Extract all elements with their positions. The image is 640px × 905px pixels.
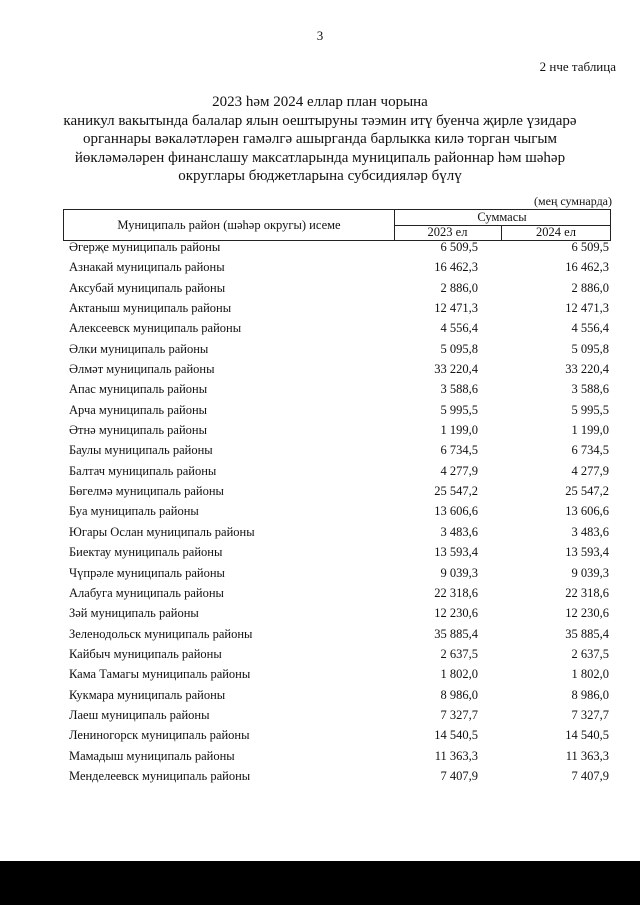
amount-2024-cell: 13 593,4 [565,545,609,560]
table-row [66,584,614,604]
district-name-cell: Лениногорск муниципаль районы [69,728,250,743]
table-row [66,625,614,645]
title-line: 2023 һәм 2024 еллар план чорына [212,94,428,110]
amount-2024-cell: 6 509,5 [571,240,609,254]
table-row [66,462,614,482]
amount-2024-cell: 6 734,5 [571,443,609,458]
subsidy-table-body [66,238,614,787]
title-line: органнары вәкаләтләрен гамәлгә ашырганда барлыкка килә торган чыгым [83,131,557,147]
amount-2023-cell: 9 039,3 [440,565,478,580]
table-row [66,340,614,360]
amount-2024-cell: 1 199,0 [571,423,609,438]
district-name-cell: Кама Тамагы муниципаль районы [69,667,251,682]
amount-2023-cell: 3 483,6 [440,524,478,539]
table-row [66,380,614,400]
amount-2024-cell: 9 039,3 [571,565,609,580]
amount-2024-cell: 1 802,0 [571,667,609,682]
amount-2024-cell: 35 885,4 [565,626,609,641]
district-name-cell: Азнакай муниципаль районы [69,260,225,275]
table-row [66,360,614,380]
table-row [66,421,614,441]
table-row [66,401,614,421]
amount-2023-cell: 7 407,9 [440,768,478,783]
scan-edge-bar [0,861,640,905]
amount-2023-cell: 3 588,6 [440,382,478,397]
amount-2024-cell: 5 995,5 [571,402,609,417]
title-line: каникул вакытында балалар ялын оештыруны тәэмин итү буенча җирле үзидарә [63,112,577,129]
district-name-cell: Буа муниципаль районы [69,504,199,519]
amount-2024-cell: 2 886,0 [571,280,609,295]
amount-2024-cell: 25 547,2 [565,484,609,499]
district-name-cell: Югары Ослан муниципаль районы [69,524,255,539]
district-name-cell: Балтач муниципаль районы [69,463,217,478]
amount-2023-cell: 8 986,0 [440,687,478,702]
amount-2023-cell: 22 318,6 [434,585,478,600]
amount-2023-cell: 2 886,0 [440,280,478,295]
district-name-cell: Алексеевск муниципаль районы [69,321,242,336]
table-row [66,767,614,787]
amount-2024-cell: 14 540,5 [565,728,609,743]
amount-2023-cell: 14 540,5 [434,728,478,743]
table-row [66,482,614,502]
district-name-cell: Апас муниципаль районы [69,382,208,397]
amount-2024-cell: 4 277,9 [571,463,609,478]
table-row [66,238,614,258]
amount-2023-cell: 35 885,4 [434,626,478,641]
table-row [66,645,614,665]
amount-2024-cell: 8 986,0 [571,687,609,702]
table-row [66,299,614,319]
column-header-2024: 2024 ел [502,225,611,240]
title-line: округлары бюджетларына субсидияләр бүлү [178,168,462,184]
table-row [66,258,614,278]
district-name-cell: Чүпрәле муниципаль районы [69,565,225,580]
table-row [66,319,614,339]
amount-2023-cell: 13 606,6 [434,504,478,519]
table-row [66,523,614,543]
district-name-cell: Әлмәт муниципаль районы [69,362,215,377]
amount-2023-cell: 2 637,5 [440,646,478,661]
column-header-2023: 2023 ел [394,225,502,240]
district-name-cell: Зәй муниципаль районы [69,606,199,621]
document-title [40,93,600,186]
amount-2024-cell: 12 471,3 [565,301,609,316]
district-name-cell: Мамадыш муниципаль районы [69,748,235,763]
table-row [66,686,614,706]
table-row [66,543,614,563]
district-name-cell: Аксубай муниципаль районы [69,280,226,295]
district-name-cell: Әтнә муниципаль районы [69,423,208,438]
amount-2023-cell: 12 230,6 [434,606,478,621]
table-row [66,665,614,685]
amount-2024-cell: 4 556,4 [571,321,609,336]
table-row [66,706,614,726]
district-name-cell: Кукмара муниципаль районы [69,687,226,702]
amount-2023-cell: 7 327,7 [440,707,478,722]
district-name-cell: Менделеевск муниципаль районы [69,768,251,783]
district-name-cell: Арча муниципаль районы [69,402,208,417]
amount-2023-cell: 5 995,5 [440,402,478,417]
amount-2023-cell: 5 095,8 [440,341,478,356]
amount-2024-cell: 2 637,5 [571,646,609,661]
district-name-cell: Алабуга муниципаль районы [69,585,224,600]
amount-2023-cell: 6 734,5 [440,443,478,458]
amount-2024-cell: 22 318,6 [565,585,609,600]
district-name-cell: Кайбыч муниципаль районы [69,646,222,661]
column-header-name: Муниципаль район (шәһәр округы) исеме [63,210,395,240]
units-note: (мең сумнарда) [534,194,612,208]
table-label: 2 нче таблица [539,59,616,74]
amount-2024-cell: 33 220,4 [565,362,609,377]
amount-2023-cell: 12 471,3 [434,301,478,316]
amount-2024-cell: 7 407,9 [571,768,609,783]
district-name-cell: Әгерҗе муниципаль районы [69,240,221,254]
district-name-cell: Актаныш муниципаль районы [69,301,232,316]
district-name-cell: Бөгелмә муниципаль районы [69,484,224,499]
district-name-cell: Зеленодольск муниципаль районы [69,626,253,641]
amount-2024-cell: 11 363,3 [565,748,609,763]
amount-2023-cell: 1 802,0 [440,667,478,682]
amount-2023-cell: 25 547,2 [434,484,478,499]
amount-2024-cell: 5 095,8 [571,341,609,356]
table-row [66,502,614,522]
amount-2024-cell: 16 462,3 [565,260,609,275]
title-line: йөкләмәләрен финанслашу максатларында муниципаль районнар һәм шәһәр [74,149,566,166]
district-name-cell: Биектау муниципаль районы [69,545,223,560]
amount-2024-cell: 7 327,7 [571,707,609,722]
table-row [66,564,614,584]
table-row [66,604,614,624]
amount-2023-cell: 11 363,3 [434,748,478,763]
amount-2023-cell: 6 509,5 [440,240,478,254]
table-header [63,209,611,241]
amount-2023-cell: 4 556,4 [440,321,478,336]
column-header-sum: Суммасы [394,210,611,226]
amount-2023-cell: 1 199,0 [440,423,478,438]
amount-2024-cell: 3 483,6 [571,524,609,539]
table-row [66,279,614,299]
amount-2024-cell: 3 588,6 [571,382,609,397]
district-name-cell: Әлки муниципаль районы [69,341,209,356]
page-number: 3 [316,28,324,43]
amount-2023-cell: 16 462,3 [434,260,478,275]
table-row [66,441,614,461]
amount-2023-cell: 4 277,9 [440,463,478,478]
amount-2023-cell: 13 593,4 [434,545,478,560]
table-row [66,726,614,746]
amount-2024-cell: 13 606,6 [565,504,609,519]
district-name-cell: Баулы муниципаль районы [69,443,213,458]
amount-2023-cell: 33 220,4 [434,362,478,377]
table-row [66,747,614,767]
district-name-cell: Лаеш муниципаль районы [69,707,210,722]
amount-2024-cell: 12 230,6 [565,606,609,621]
